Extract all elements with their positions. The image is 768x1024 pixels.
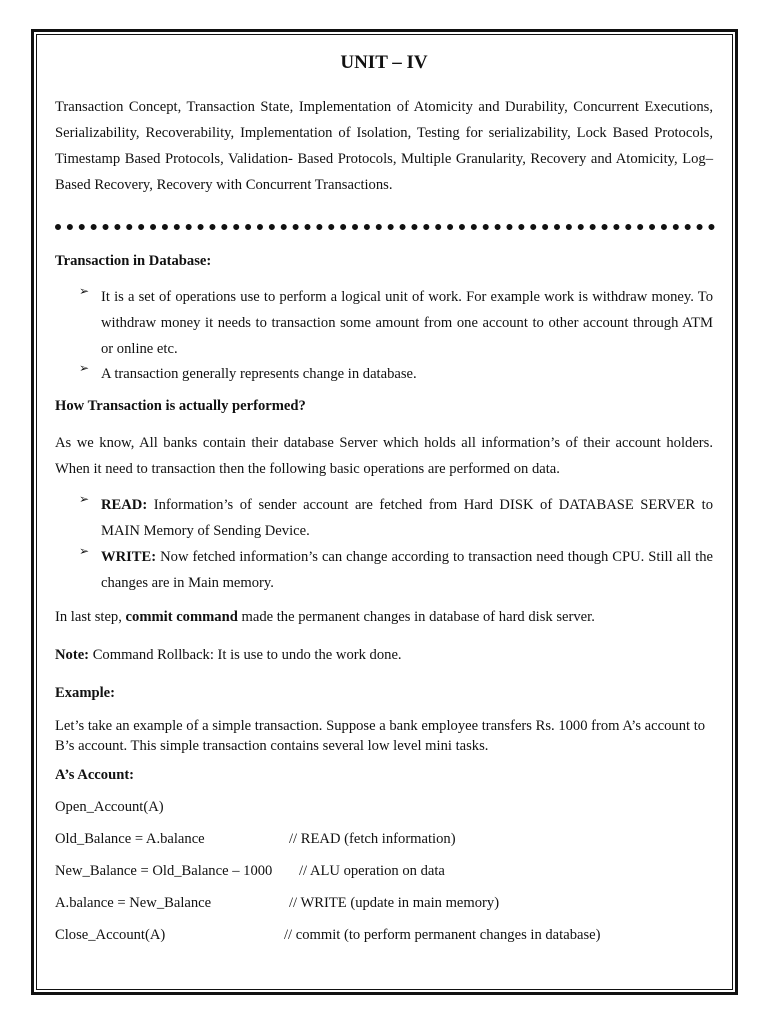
list-item (55, 361, 713, 387)
bullet-text (101, 492, 713, 544)
code-comment: // WRITE (update in main memory) (289, 895, 500, 911)
intro-paragraph: As we know, All banks contain their database Server which holds all information’s of their account holders. When it need to transaction then the following basic operations are performed on data. (55, 435, 713, 477)
heading-transaction-in-database: Transaction in Database: (55, 253, 212, 269)
list-item (55, 284, 713, 362)
commit-paragraph (55, 609, 713, 626)
arrow-bullet-icon: ➢ (79, 544, 90, 558)
heading-a-account: A’s Account: (55, 767, 135, 783)
heading-how-transaction-performed: How Transaction is actually performed? (55, 398, 306, 414)
bullet-label-read: READ: (101, 497, 148, 513)
arrow-bullet-icon: ➢ (79, 284, 90, 298)
commit-post-text: made the permanent changes in database of hard disk server. (241, 609, 595, 625)
bullet-label-write: WRITE: (101, 549, 157, 565)
commit-command-bold: commit command (125, 609, 238, 625)
note-text: Command Rollback: It is use to undo the work done. (92, 647, 402, 663)
code-comment: // READ (fetch information) (289, 831, 456, 847)
bullet-body: Information’s of sender account are fetched from Hard DISK of DATABASE SERVER to MAIN Memory of Sending Device. (101, 497, 713, 539)
bullet-text (101, 544, 713, 596)
commit-pre-text: In last step, (55, 609, 122, 625)
note-paragraph (55, 647, 713, 664)
bullet-text: A transaction generally represents change in database. (101, 366, 417, 382)
list-item (55, 544, 713, 596)
note-label: Note: (55, 647, 90, 663)
heading-example: Example: (55, 685, 115, 701)
bullet-body: Now fetched information’s can change according to transaction need though CPU. Still all the changes are in Main memory. (101, 549, 713, 591)
dotted-divider (55, 224, 715, 230)
code-line: Old_Balance = A.balance (55, 831, 205, 847)
page-title: UNIT – IV (340, 52, 428, 73)
code-line: Open_Account(A) (55, 799, 164, 815)
arrow-bullet-icon: ➢ (79, 492, 90, 506)
example-paragraph: Let’s take an example of a simple transaction. Suppose a bank employee transfers Rs. 1000 from A’s account to B’s account. This simple transaction contains several low level mini tasks. (55, 718, 706, 754)
code-line: A.balance = New_Balance (55, 895, 212, 911)
arrow-bullet-icon: ➢ (79, 361, 90, 375)
syllabus-paragraph: Transaction Concept, Transaction State, Implementation of Atomicity and Durability, Concurrent Executions, Serializability, Recoverability, Implementation of Isolation, Testing for serializability, Lock Based Protocols, Timestamp Based Protocols, Validation- Based Protocols, Multiple Granularity, Recovery and Atomicity, Log–Based Recovery, Recovery with Concurrent Transactions. (55, 99, 713, 193)
code-comment: // commit (to perform permanent changes in database) (284, 927, 601, 943)
code-line: Close_Account(A) (55, 927, 166, 943)
bullet-text: It is a set of operations use to perform a logical unit of work. For example work is withdraw money. To withdraw money it needs to transaction some amount from one account to other account through ATM or online etc. (101, 289, 713, 357)
list-item (55, 492, 713, 544)
code-comment: // ALU operation on data (299, 863, 445, 879)
code-line: New_Balance = Old_Balance – 1000 (55, 863, 273, 879)
